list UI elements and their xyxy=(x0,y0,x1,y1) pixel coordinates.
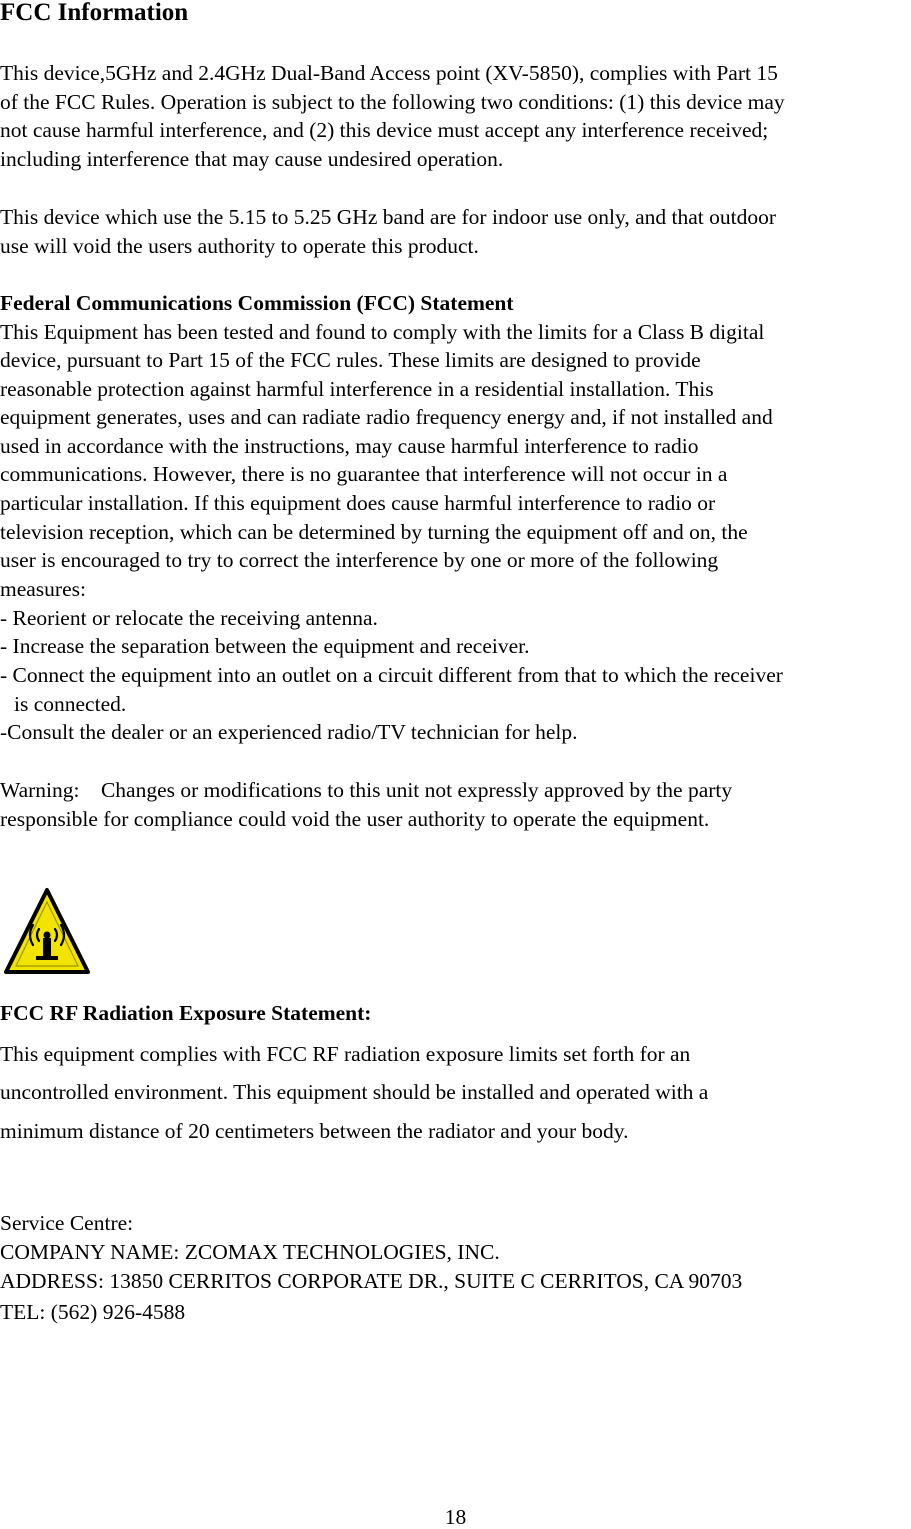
rf-exposure-line-3: minimum distance of 20 centimeters between the radiator and your body. xyxy=(0,1119,629,1143)
fcc-statement-line-10: measures: xyxy=(0,577,86,601)
intro-line-3: not cause harmful interference, and (2) this device must accept any interference received; xyxy=(0,118,769,142)
measure-1: - Reorient or relocate the receiving antenna. xyxy=(0,606,378,630)
measure-3: - Connect the equipment into an outlet on a circuit different from that to which the receiver xyxy=(0,663,783,687)
page-title: FCC Information xyxy=(0,0,189,26)
rf-exposure-line-2: uncontrolled environment. This equipment should be installed and operated with a xyxy=(0,1080,709,1104)
rf-exposure-heading: FCC RF Radiation Exposure Statement: xyxy=(0,1001,372,1025)
fcc-statement-line-4: equipment generates, uses and can radiate radio frequency energy and, if not installed and xyxy=(0,405,773,429)
fcc-statement-line-5: used in accordance with the instructions, may cause harmful interference to radio xyxy=(0,434,699,458)
fcc-statement-line-8: television reception, which can be determined by turning the equipment off and on, the xyxy=(0,520,748,544)
fcc-statement-line-6: communications. However, there is no guarantee that interference will not occur in a xyxy=(0,462,728,486)
fcc-statement-line-9: user is encouraged to try to correct the interference by one or more of the following xyxy=(0,548,719,572)
intro-line-2: of the FCC Rules. Operation is subject to the following two conditions: (1) this device may xyxy=(0,90,785,114)
fcc-statement-line-7: particular installation. If this equipment does cause harmful interference to radio or xyxy=(0,491,716,515)
measure-4: -Consult the dealer or an experienced radio/TV technician for help. xyxy=(0,720,578,744)
service-centre-label: Service Centre: xyxy=(0,1211,134,1235)
fcc-statement-line-3: reasonable protection against harmful interference in a residential installation. This xyxy=(0,377,714,401)
indoor-line-2: use will void the users authority to operate this product. xyxy=(0,234,479,258)
intro-line-4: including interference that may cause undesired operation. xyxy=(0,147,504,171)
measure-2: - Increase the separation between the equipment and receiver. xyxy=(0,634,530,658)
fcc-statement-heading: Federal Communications Commission (FCC) Statement xyxy=(0,291,514,315)
radio-frequency-warning-icon xyxy=(0,884,94,980)
page-number: 18 xyxy=(444,1505,467,1529)
fcc-statement-line-1: This Equipment has been tested and found to comply with the limits for a Class B digital xyxy=(0,320,765,344)
measure-3-continued: is connected. xyxy=(14,692,127,716)
indoor-line-1: This device which use the 5.15 to 5.25 GHz band are for indoor use only, and that outdoor xyxy=(0,205,777,229)
service-company-name: COMPANY NAME: ZCOMAX TECHNOLOGIES, INC. xyxy=(0,1240,500,1264)
service-address: ADDRESS: 13850 CERRITOS CORPORATE DR., SUITE C CERRITOS, CA 90703 xyxy=(0,1269,743,1293)
service-telephone: TEL: (562) 926-4588 xyxy=(0,1300,186,1324)
warning-line-2: responsible for compliance could void the user authority to operate the equipment. xyxy=(0,807,710,831)
warning-line-1: Warning: Changes or modifications to this unit not expressly approved by the party xyxy=(0,778,733,802)
rf-exposure-line-1: This equipment complies with FCC RF radiation exposure limits set forth for an xyxy=(0,1042,691,1066)
fcc-statement-line-2: device, pursuant to Part 15 of the FCC rules. These limits are designed to provide xyxy=(0,348,701,372)
intro-line-1: This device,5GHz and 2.4GHz Dual-Band Access point (XV-5850), complies with Part 15 xyxy=(0,61,778,85)
